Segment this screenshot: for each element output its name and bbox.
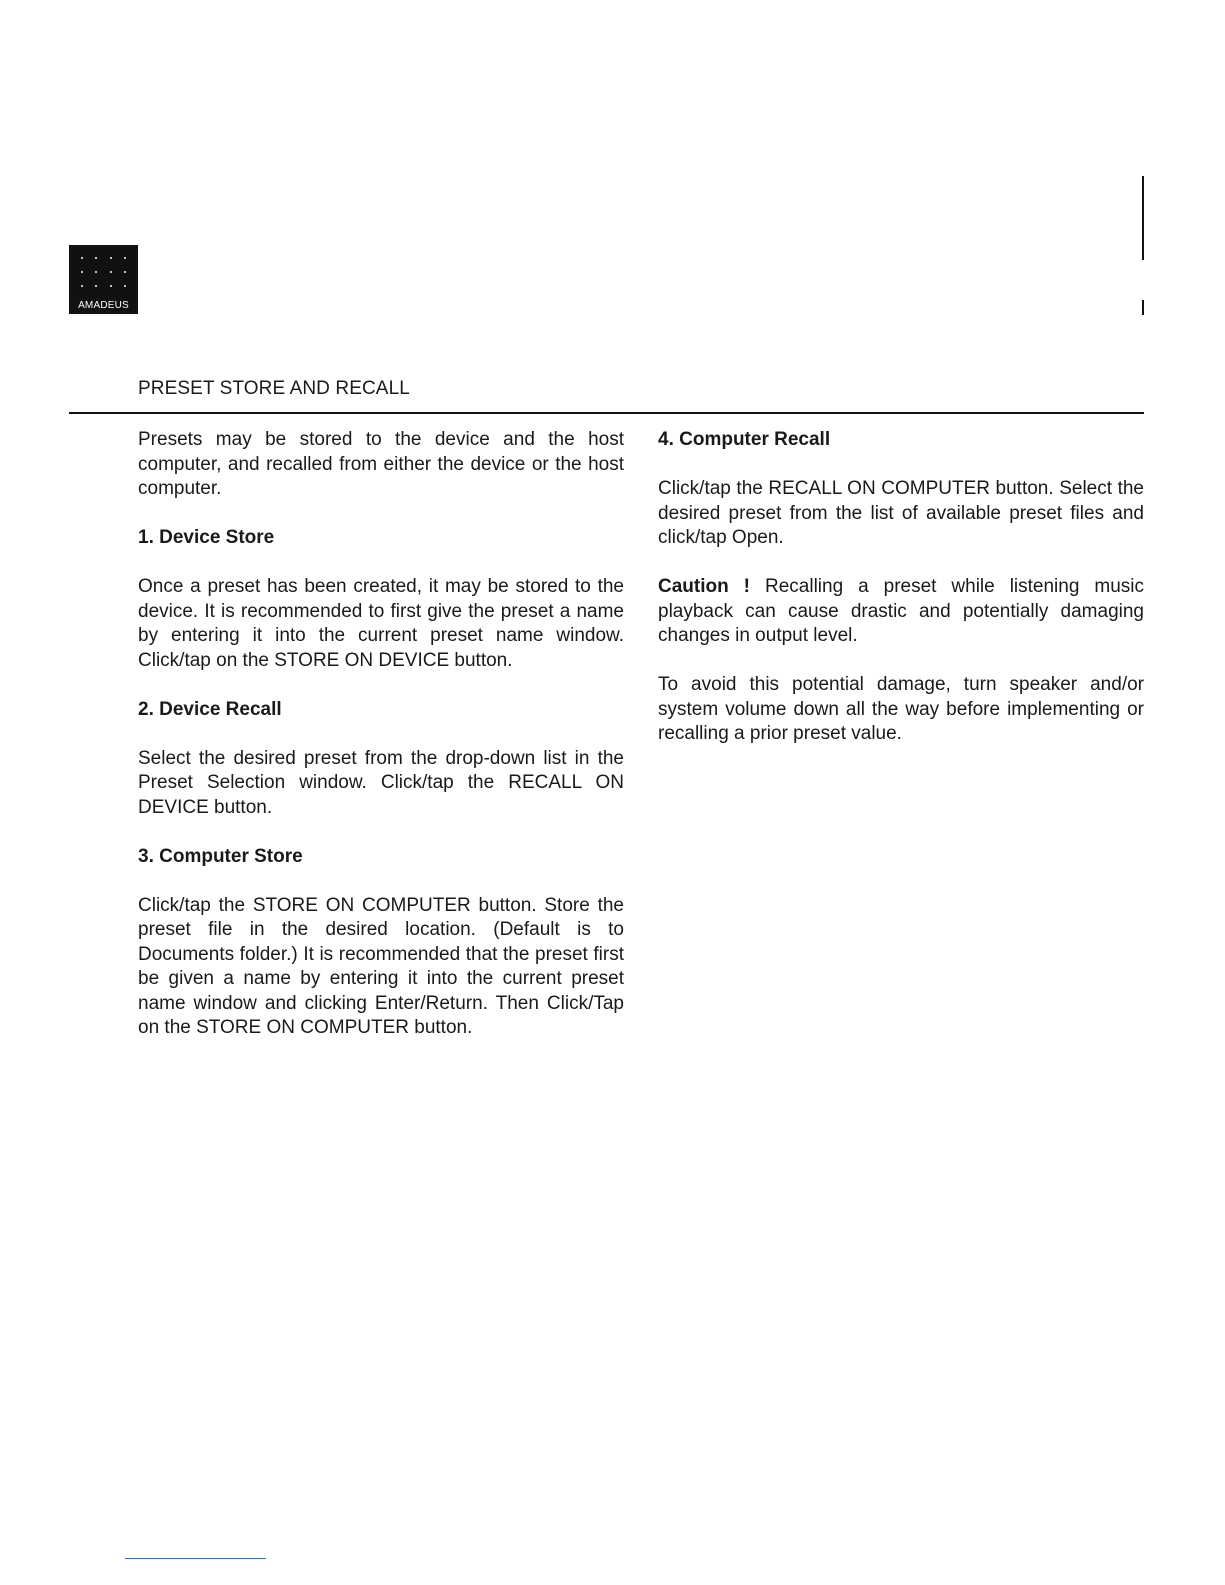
caution-text: Recalling a preset while listening music playback can cause drastic and potentially damaging changes in output level. [658,576,1144,646]
computer-recall-heading: 4. Computer Recall [658,429,831,450]
logo-dot [124,271,126,273]
logo-dot [81,271,83,273]
caution-label: Caution ! [658,576,751,597]
amadeus-logo [69,245,138,314]
logo-dot [95,285,97,287]
footer-line [125,1558,266,1559]
margin-marker-short [1142,300,1144,315]
logo-dot [110,285,112,287]
avoid-damage-text: To avoid this potential damage, turn speaker and/or system volume down all the way before implementing or recalling a prior preset value. [658,674,1144,744]
logo-brand-text: AMADEUS [78,300,129,311]
logo-dot [110,257,112,259]
device-recall-heading: 2. Device Recall [138,698,282,720]
device-store-text: Once a preset has been created, it may be stored to the device. It is recommended to first give the preset a name by entering it into the current preset name window. Click/tap on the STORE ON DEVICE button. [138,576,624,671]
caution-paragraph [658,575,1144,649]
section-title: PRESET STORE AND RECALL [138,378,410,399]
logo-dot-grid [75,251,132,293]
device-store-heading: 1. Device Store [138,527,275,548]
device-recall-text: Select the desired preset from the drop-down list in the Preset Selection window. Click/tap the RECALL ON DEVICE button. [138,747,624,818]
logo-dot [81,257,83,259]
logo-dot [124,257,126,259]
computer-recall-text: Click/tap the RECALL ON COMPUTER button. Select the desired preset from the list of available preset files and click/tap Open. [658,478,1144,548]
intro-paragraph: Presets may be stored to the device and the host computer, and recalled from either the device or the host computer. [138,429,624,499]
left-column [138,428,624,1065]
logo-dot [95,271,97,273]
margin-marker-long [1142,176,1144,260]
computer-store-heading: 3. Computer Store [138,845,303,867]
right-column [658,428,1144,771]
logo-dot [95,257,97,259]
logo-dot [81,285,83,287]
section-divider [69,412,1144,414]
logo-dot [110,271,112,273]
logo-dot [124,285,126,287]
computer-store-text: Click/tap the STORE ON COMPUTER button. Store the preset file in the desired location. (Default is to Documents folder.) It is recommended that the preset first be given a name by entering it into the current preset name window and clicking Enter/Return. Then Click/Tap on the STORE ON COMPUTER button. [138,894,624,1038]
